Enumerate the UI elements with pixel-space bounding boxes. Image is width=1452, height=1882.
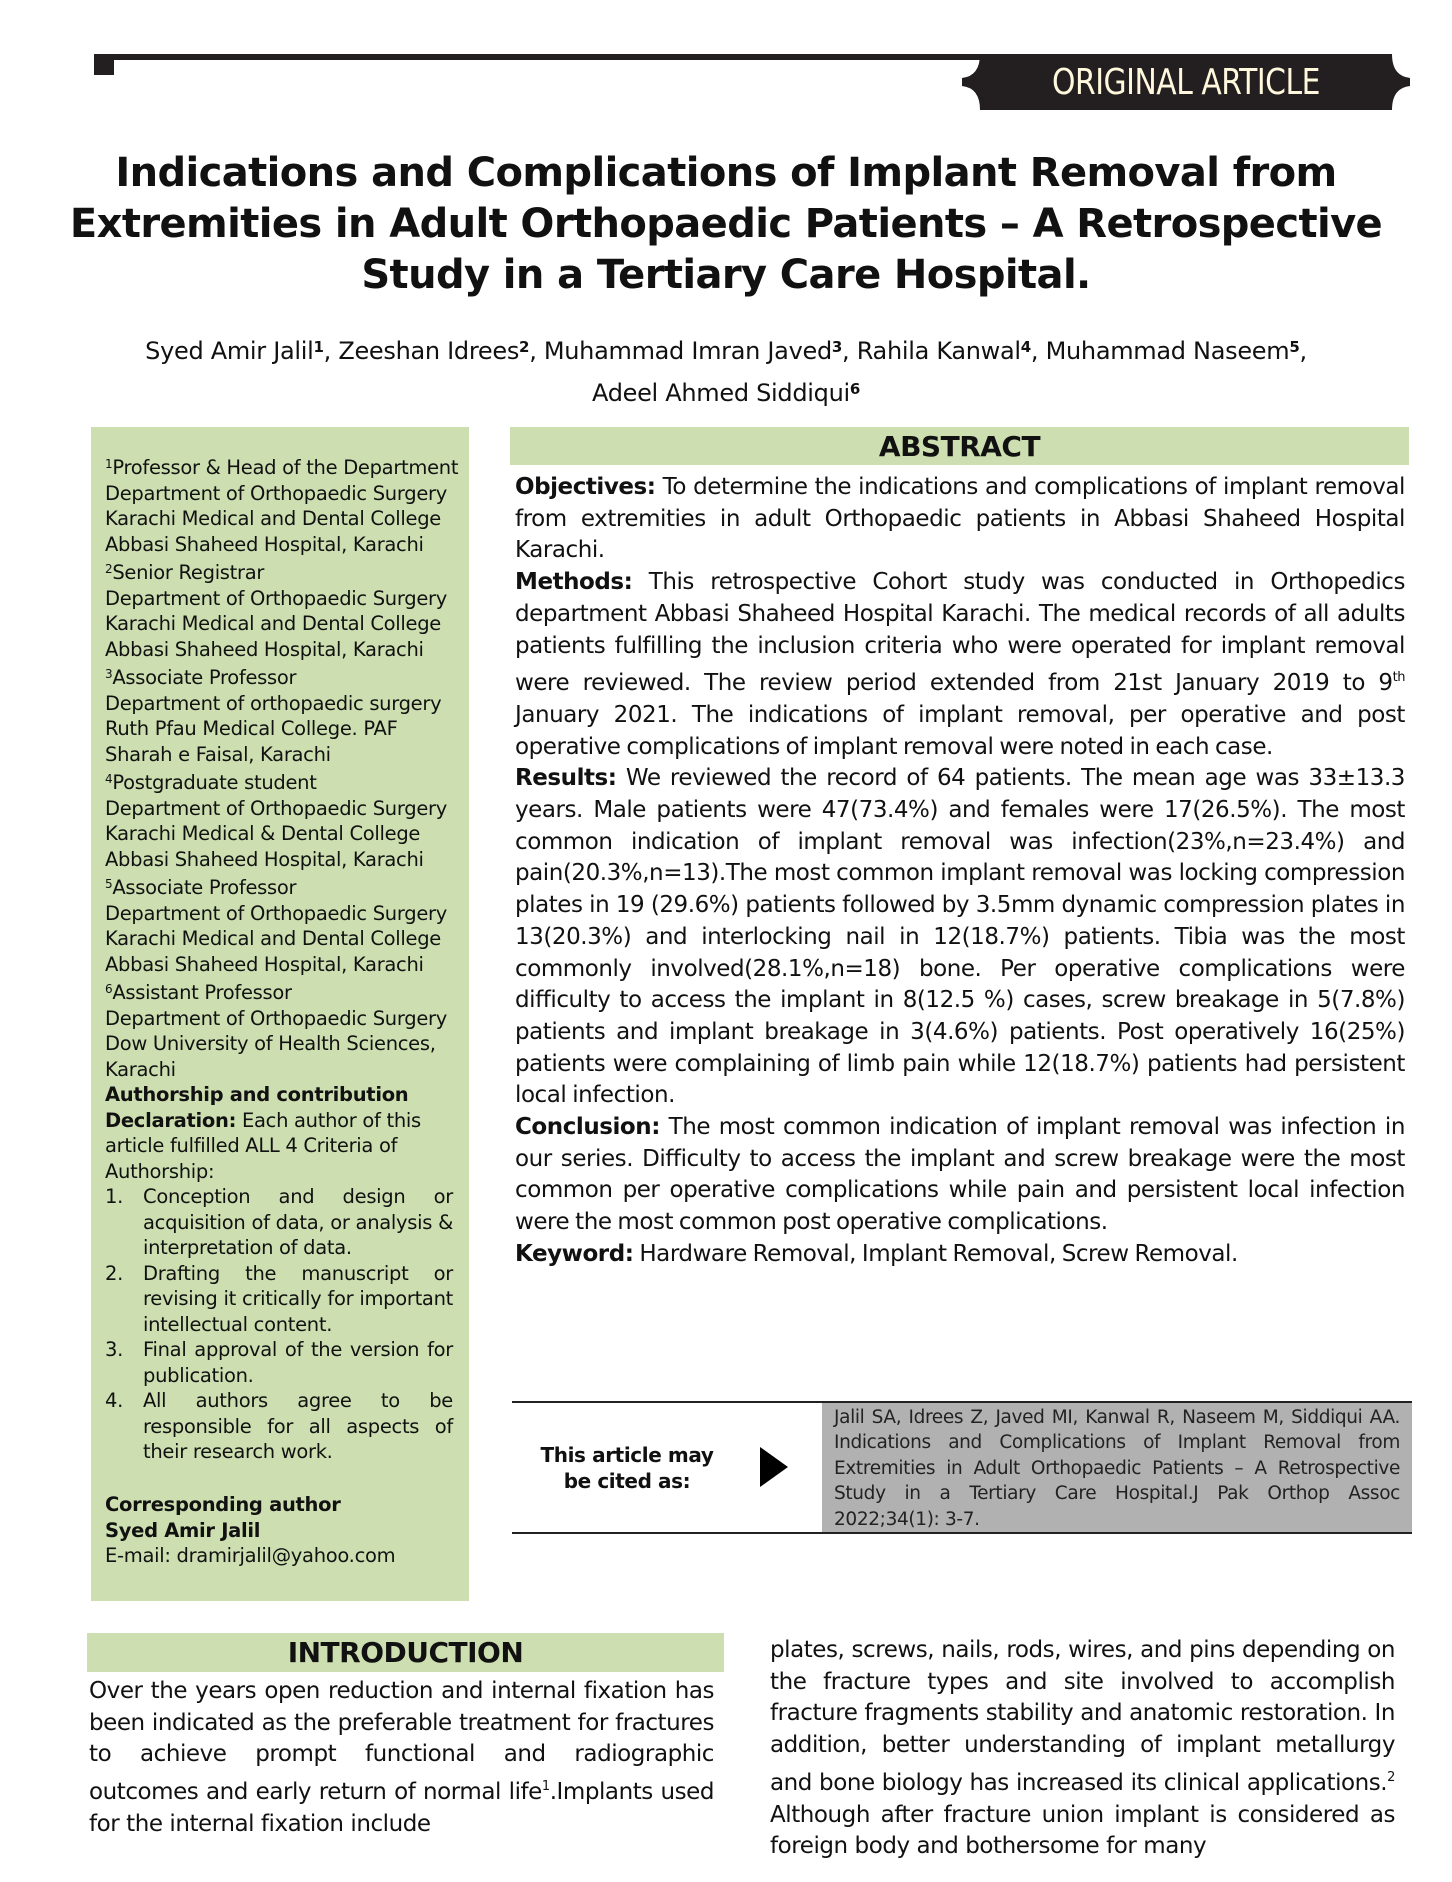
author-affiliation-mark: 5: [1289, 338, 1300, 356]
author-name: Zeeshan Idrees: [338, 337, 520, 365]
affiliation-line: Professor & Head of the Department: [112, 456, 459, 479]
affiliation-line: Department of orthopaedic surgery: [105, 691, 442, 715]
methods-text: January 2021. The indications of implant removal, per operative and post operative complications of implant removal were noted in each case.: [515, 701, 1405, 760]
author-name: Syed Amir Jalil: [145, 337, 314, 365]
criteria-number: 1.: [105, 1185, 124, 1208]
citation-label: [512, 1403, 742, 1532]
methods-text: This retrospective Cohort study was conducted in Orthopedics department Abbasi Shaheed Hospital Karachi. The medical records of all adults patients fulfilling the inclusion criteria who were operated for implant removal were reviewed. The review period extended from 21st January 2019 to 9: [515, 569, 1405, 697]
intro-text: .Implants used for the internal fixation include: [89, 1779, 715, 1837]
authorship-heading: Authorship and contribution: [105, 1083, 409, 1106]
criteria-text: Conception and design or acquisition of data, or analysis & interpretation of data.: [143, 1185, 453, 1259]
abstract-keywords: [515, 1239, 1405, 1271]
author-affiliation-mark: 6: [849, 380, 860, 398]
criteria-text: Final approval of the version for publication.: [143, 1338, 453, 1387]
corresponding-author: [105, 1492, 453, 1569]
methods-label: Methods:: [515, 569, 633, 596]
criteria-item: [105, 1388, 453, 1465]
affiliation-line: Department of Orthopaedic Surgery: [105, 796, 447, 820]
affiliation-line: Ruth Pfau Medical College. PAF: [105, 717, 398, 740]
intro-text: plates, screws, nails, rods, wires, and pins depending on the fracture types and site involved to accomplish fracture fragments stability and anatomic restoration. In addition, better understanding of implant metallurgy and bone biology has increased its clinical applications.: [770, 1637, 1395, 1796]
affiliation-line: Abbasi Shaheed Hospital, Karachi: [105, 847, 424, 871]
author-affiliation-mark: 4: [1020, 338, 1031, 356]
corresponding-email[interactable]: E-mail: dramirjalil@yahoo.com: [105, 1544, 396, 1567]
criteria-text: All authors agree to be responsible for all aspects of their research work.: [143, 1389, 453, 1463]
corresponding-heading: Corresponding author: [105, 1493, 341, 1516]
intro-text: Over the years open reduction and internal fixation has been indicated as the preferable treatment for fractures to achieve prompt functional and radiographic outcomes and early return of normal life: [89, 1678, 714, 1806]
author-affiliation-mark: 2: [519, 338, 530, 356]
corresponding-name: Syed Amir Jalil: [105, 1518, 261, 1542]
introduction-heading: INTRODUCTION: [87, 1633, 724, 1672]
abstract-heading: ABSTRACT: [510, 427, 1409, 465]
citation-reference: Jalil SA, Idrees Z, Javed MI, Kanwal R, Naseem M, Siddiqui AA. Indications and Complications of Implant Removal from Extremities in Adult Orthopaedic Patients – A Retrospective Study in a Tertiary Care Hospital.J Pak Orthop Assoc 2022;34(1): 3-7.: [822, 1403, 1412, 1532]
affiliation-line: Associate Professor: [112, 876, 297, 899]
affiliation-line: Abbasi Shaheed Hospital, Karachi: [105, 532, 424, 556]
affiliation-line: Department of Orthopaedic Surgery: [105, 1006, 447, 1030]
title-line: Indications and Complications of Implant Removal from: [115, 150, 1337, 196]
declaration-label: Declaration:: [105, 1108, 237, 1132]
affiliation-mark: 6: [105, 982, 113, 996]
affiliation-line: Department of Orthopaedic Surgery: [105, 901, 447, 925]
criteria-text: Drafting the manuscript or revising it critically for important intellectual content.: [143, 1261, 453, 1336]
paper-title: [60, 148, 1392, 301]
affiliation-line: Postgraduate student: [112, 771, 317, 794]
affiliation-line: Karachi: [105, 1057, 176, 1081]
author-affiliation-mark: 1: [313, 338, 324, 356]
abstract-results: [515, 763, 1405, 1112]
affiliations-list: [105, 452, 465, 1082]
results-label: Results:: [515, 765, 617, 792]
author-name: Adeel Ahmed Siddiqui: [592, 379, 850, 407]
article-type-banner: [962, 54, 1410, 110]
objectives-text: To determine the indications and complications of implant removal from extremities in adult Orthopaedic patients in Abbasi Shaheed Hospital Karachi.: [515, 474, 1405, 564]
introduction-column-right: [770, 1635, 1395, 1863]
affiliation-line: Senior Registrar: [112, 561, 265, 584]
citation-label-line: be cited as:: [563, 1468, 691, 1493]
affiliation-line: Sharah e Faisal, Karachi: [105, 742, 331, 766]
abstract-methods: [515, 567, 1405, 763]
affiliation-line: Assistant Professor: [112, 981, 292, 1004]
ordinal-suffix: th: [1392, 670, 1405, 686]
criteria-number: 4.: [105, 1389, 124, 1412]
criteria-item: [105, 1337, 453, 1388]
affiliation-line: Karachi Medical and Dental College: [105, 927, 441, 950]
conclusion-label: Conclusion:: [515, 1114, 660, 1141]
affiliation-mark: 4: [105, 772, 113, 786]
abstract-body: [515, 472, 1405, 1271]
affiliation-mark: 5: [105, 877, 113, 891]
author-affiliation-mark: 3: [831, 338, 843, 356]
header-rule: [94, 54, 994, 60]
author-list: Syed Amir Jalil$^1$, Zeeshan Idrees$^2$, Muhammad Imran Javed$^3$, Rahila Kanwal$^4$, Muhammad Naseem$^5$, Adeel Ahmed Siddiqui$^6$: [145, 337, 1307, 407]
author-name: Muhammad Imran Javed: [543, 337, 832, 365]
affiliation-line: Department of Orthopaedic Surgery: [105, 586, 447, 610]
keyword-text: Hardware Removal, Implant Removal, Screw Removal.: [633, 1240, 1238, 1267]
affiliation-line: Abbasi Shaheed Hospital, Karachi: [105, 952, 424, 976]
play-arrow-icon: [760, 1447, 788, 1487]
article-type-label: ORIGINAL ARTICLE: [1051, 61, 1321, 103]
citation-label-line: This article may: [540, 1442, 714, 1467]
author-name: Rahila Kanwal: [856, 337, 1021, 365]
results-text: We reviewed the record of 64 patients. The mean age was 33±13.3 years. Male patients were 47(73.4%) and females were 17(26.5%). The most common indication of implant removal was infection(23%,n=23.4%) and pain(20.3%,n=13).The most common implant removal was locking compression plates in 19 (29.6%) patients followed by 3.5mm dynamic compression plates in 13(20.3%) and interlocking nail in 12(18.7%) patients. Tibia was the most commonly involved(28.1%,n=18) bone. Per operative complications were difficulty to access the implant in 8(12.5 %) cases, screw breakage in 5(7.8%) patients and implant breakage in 3(4.6%) patients. Post operatively 16(25%) patients were complaining of limb pain while 12(18.7%) patients had persistent local infection.: [515, 765, 1405, 1109]
affiliation-line: Associate Professor: [112, 666, 297, 689]
affiliation-line: Dow University of Health Sciences,: [105, 1032, 436, 1055]
affiliation-line: Abbasi Shaheed Hospital, Karachi: [105, 637, 424, 661]
conclusion-text: The most common indication of implant removal was infection in our series. Difficulty to access the implant and screw breakage were the most common per operative complications while pain and persistent local infection were the most common post operative complications.: [515, 1114, 1405, 1236]
header-corner-block: [94, 54, 114, 75]
title-line: Study in a Tertiary Care Hospital.: [361, 252, 1091, 298]
title-line: Extremities in Adult Orthopaedic Patients – A Retrospective: [69, 201, 1383, 247]
author-name: Muhammad Naseem: [1045, 337, 1290, 365]
affiliations-sidebar: [91, 427, 469, 1601]
affiliation-mark: 3: [105, 667, 113, 681]
reference-mark: 2: [1387, 1769, 1395, 1785]
affiliation-line: Department of Orthopaedic Surgery: [105, 481, 447, 505]
abstract-objectives: [515, 472, 1405, 567]
authorship-criteria-list: [105, 1184, 453, 1465]
citation-box: [512, 1401, 1412, 1534]
authorship-declaration: [105, 1082, 453, 1465]
objectives-label: Objectives:: [515, 474, 656, 500]
reference-mark: 1: [541, 1779, 550, 1795]
criteria-number: 2.: [105, 1261, 124, 1285]
criteria-item: [105, 1261, 453, 1338]
abstract-conclusion: [515, 1112, 1405, 1239]
criteria-number: 3.: [105, 1338, 124, 1361]
declaration-text: Each author of this article fulfilled ALL 4 Criteria of Authorship:: [105, 1108, 421, 1183]
intro-text: Although after fracture union implant is considered as foreign body and bothersome for many: [770, 1801, 1395, 1860]
introduction-column-left: [89, 1676, 714, 1841]
affiliation-mark: 2: [105, 562, 113, 576]
affiliation-line: Karachi Medical and Dental College: [105, 612, 441, 635]
criteria-item: [105, 1184, 453, 1261]
affiliation-line: Karachi Medical & Dental College: [105, 822, 421, 845]
keyword-label: Keyword:: [515, 1240, 634, 1267]
affiliation-line: Karachi Medical and Dental College: [105, 507, 441, 530]
affiliation-mark: 1: [105, 457, 113, 471]
